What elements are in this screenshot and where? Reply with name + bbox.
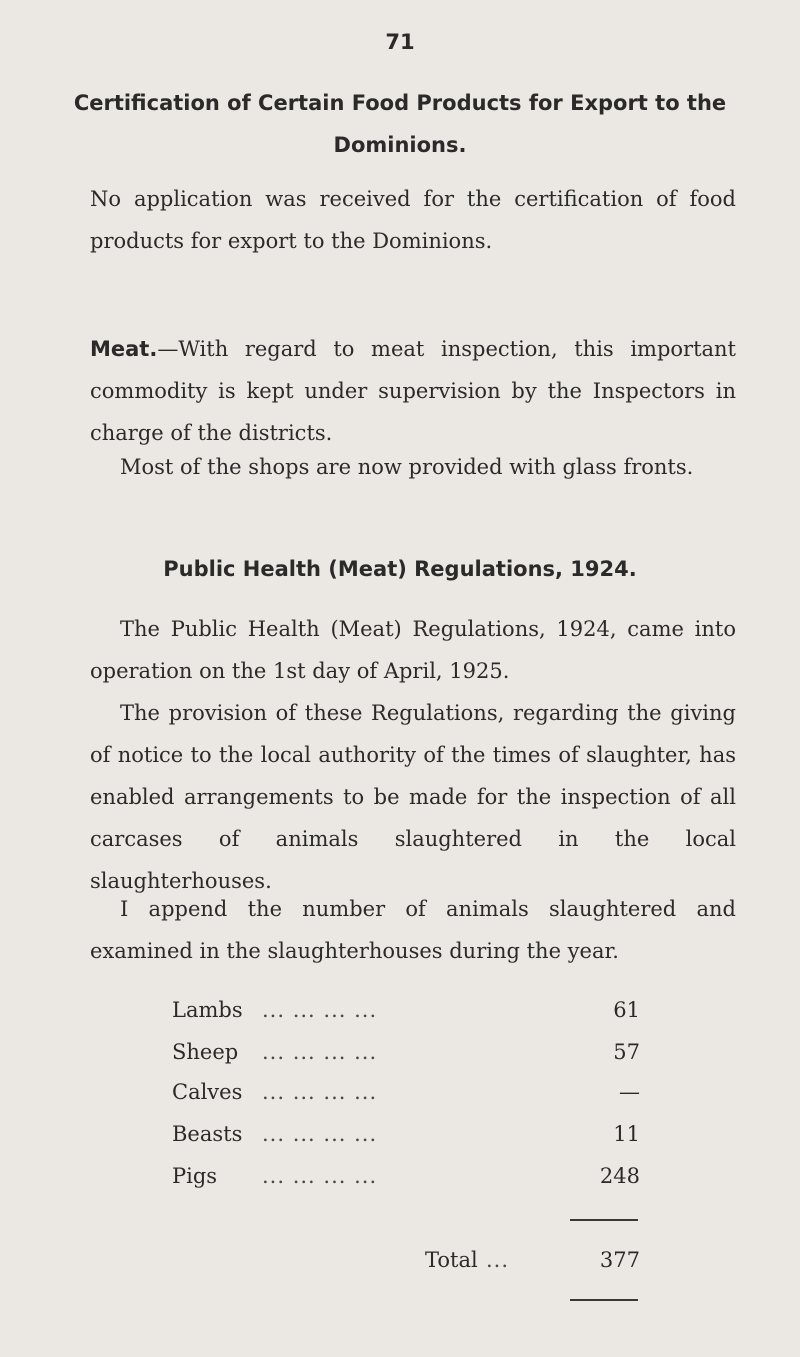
heading-line-2: Dominions.: [333, 133, 467, 157]
row-label-pigs: Pigs: [172, 1164, 218, 1188]
leader-dots: ... ... ... ...: [262, 1122, 378, 1146]
paragraph-regulations-1: The Public Health (Meat) Regulations, 1924, came into operation on the 1st day of April, 1925.: [90, 617, 736, 683]
row-value-calves: —: [619, 1080, 640, 1104]
section-heading-regulations: Public Health (Meat) Regulations, 1924.: [163, 557, 637, 581]
total-label: Total: [425, 1248, 478, 1272]
paragraph-glass-fronts: Most of the shops are now provided with glass fronts.: [120, 455, 694, 479]
row-label-sheep: Sheep: [172, 1040, 239, 1064]
leader-dots: ... ... ... ...: [262, 998, 378, 1022]
paragraph-regulations-2: The provision of these Regulations, regarding the giving of notice to the local authority of the times of slaughter, has enabled arrangements to be made for the inspection of all carcases of animals slaughtered in the local slaughterhouses.: [90, 701, 736, 893]
leader-dots: ...: [486, 1248, 510, 1272]
row-value-sheep: 57: [613, 1040, 640, 1064]
row-label-lambs: Lambs: [172, 998, 243, 1022]
total-rule-top: [570, 1219, 638, 1221]
section-heading-certification: [60, 82, 740, 166]
heading-line-1: Certification of Certain Food Products for Export to the: [73, 91, 727, 115]
row-label-beasts: Beasts: [172, 1122, 243, 1146]
meat-lead: Meat.: [90, 337, 158, 361]
leader-dots: ... ... ... ...: [262, 1080, 378, 1104]
total-value: 377: [599, 1248, 640, 1272]
leader-dots: ... ... ... ...: [262, 1164, 378, 1188]
paragraph-certification: No application was received for the certification of food products for export to the Dominions.: [90, 187, 736, 253]
page-number: 71: [385, 30, 415, 54]
row-value-lambs: 61: [613, 998, 640, 1022]
paragraph-meat: [90, 328, 736, 454]
row-value-beasts: 11: [613, 1122, 640, 1146]
row-value-pigs: 248: [599, 1164, 640, 1188]
meat-body: —With regard to meat inspection, this important commodity is kept under supervision by the Inspectors in charge of the districts.: [90, 337, 736, 445]
row-label-calves: Calves: [172, 1080, 243, 1104]
leader-dots: ... ... ... ...: [262, 1040, 378, 1064]
paragraph-regulations-3: I append the number of animals slaughtered and examined in the slaughterhouses during the year.: [90, 897, 736, 963]
total-rule-bottom: [570, 1299, 638, 1301]
